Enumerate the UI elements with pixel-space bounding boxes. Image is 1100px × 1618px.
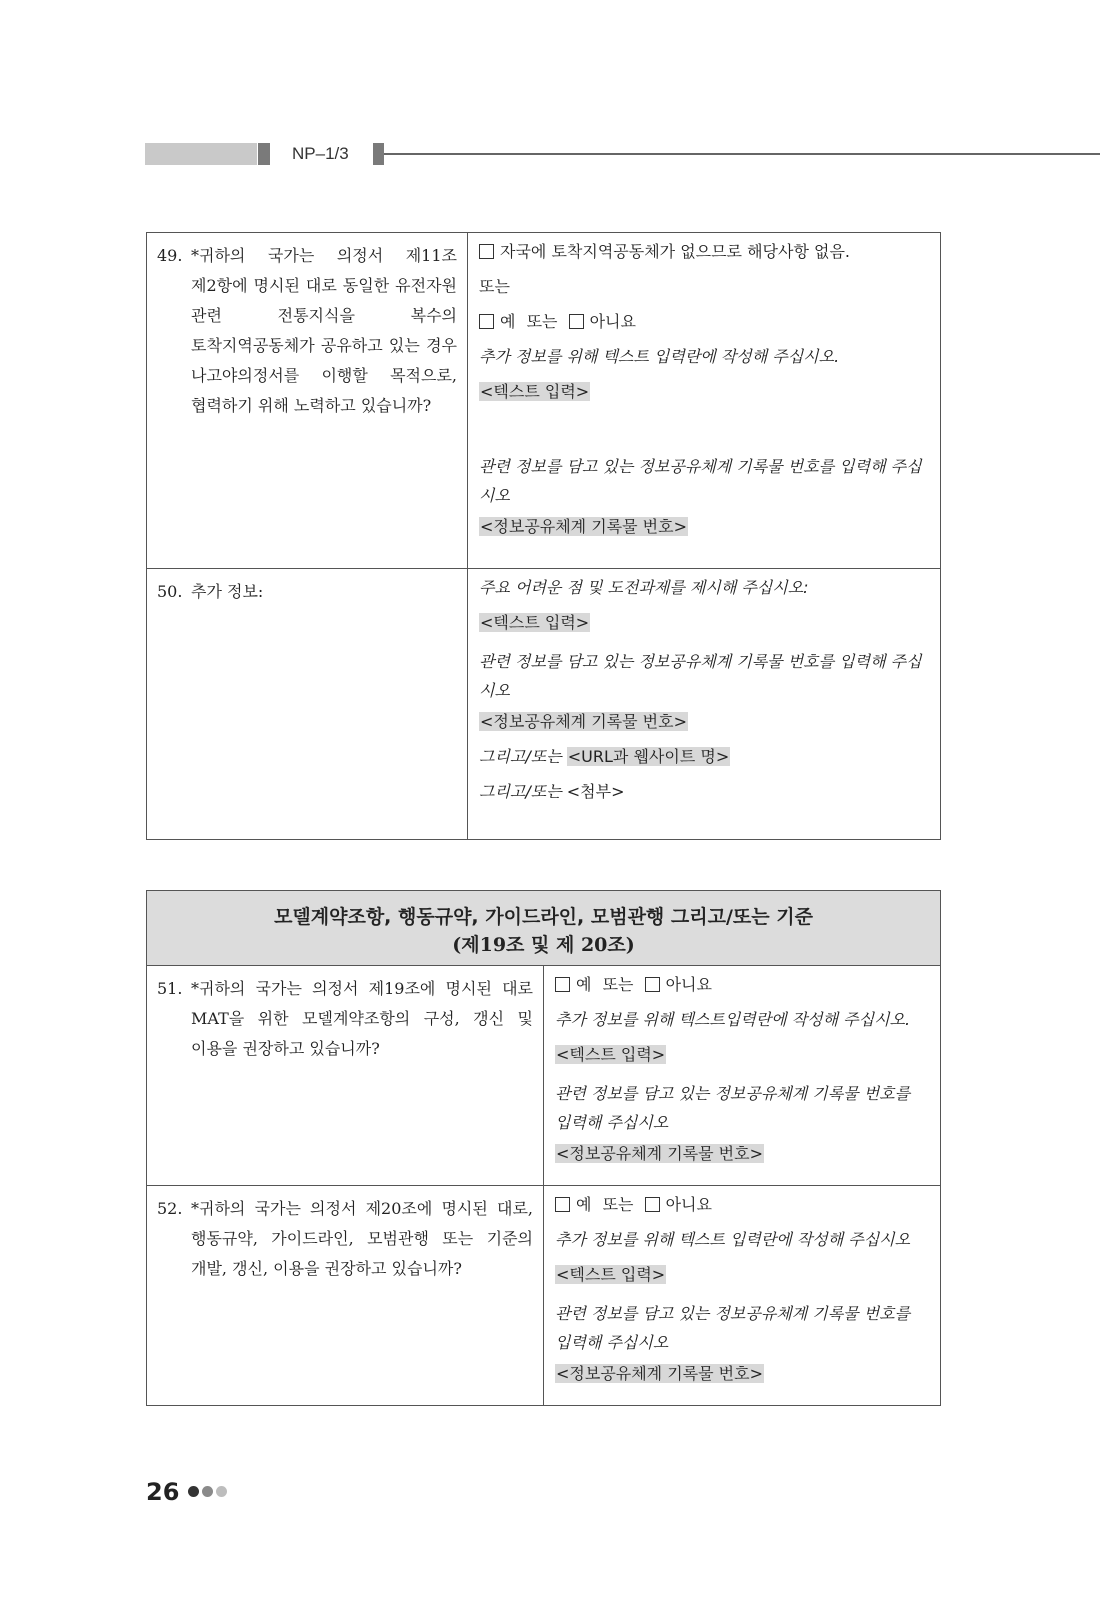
question-cell — [147, 569, 468, 840]
section-header-row — [147, 891, 941, 966]
page-number: 26 — [146, 1478, 180, 1506]
section-subtitle: (제19조 및 제 20조) — [452, 934, 635, 956]
instruction-text: 추가 정보를 위해 텍스트 입력란에 작성해 주십시오 — [555, 1230, 911, 1249]
question-number: 50. — [157, 582, 183, 601]
question-number: 52. — [157, 1199, 183, 1218]
question-row-51 — [147, 966, 941, 1186]
dot-icon — [188, 1486, 199, 1497]
answer-cell — [468, 233, 941, 569]
attachment-field[interactable]: <첨부> — [566, 782, 625, 801]
option-label: 자국에 토착지역공동체가 없으므로 해당사항 없음. — [500, 242, 851, 261]
checkbox-yes[interactable] — [479, 314, 494, 329]
text-input-field[interactable]: <텍스트 입력> — [556, 1045, 666, 1064]
instruction-text: 추가 정보를 위해 텍스트입력란에 작성해 주십시오. — [555, 1010, 911, 1029]
question-text: 추가 정보: — [191, 582, 264, 601]
answer-cell — [544, 1186, 941, 1406]
section-title: 모델계약조항, 행동규약, 가이드라인, 모범관행 그리고/또는 기준 — [274, 906, 813, 928]
text-input-field[interactable]: <텍스트 입력> — [556, 1265, 666, 1284]
question-row-52 — [147, 1186, 941, 1406]
or-text: 또는 — [526, 312, 558, 331]
section-header — [147, 891, 941, 966]
text-input-field[interactable]: <텍스트 입력> — [480, 382, 590, 401]
option-label: 예 — [576, 975, 592, 994]
questionnaire-table-1 — [146, 232, 941, 840]
checkbox-yes[interactable] — [555, 977, 570, 992]
questionnaire-table-2 — [146, 890, 941, 1406]
option-label: 아니요 — [589, 312, 636, 331]
or-text: 또는 — [602, 975, 634, 994]
instruction-text: 추가 정보를 위해 텍스트 입력란에 작성해 주십시오. — [479, 347, 840, 366]
question-row-49 — [147, 233, 941, 569]
question-text: *귀하의 국가는 의정서 제20조에 명시된 대로, 행동규약, 가이드라인, 모범관행 또는 기준의 개발, 갱신, 이용을 권장하고 있습니까? — [191, 1199, 533, 1278]
checkbox-no[interactable] — [645, 977, 660, 992]
instruction-text: 주요 어려운 점 및 도전과제를 제시해 주십시오: — [479, 578, 809, 597]
question-cell — [147, 233, 468, 569]
record-number-field[interactable]: <정보공유체계 기록물 번호> — [480, 517, 688, 536]
text-input-field[interactable]: <텍스트 입력> — [480, 613, 590, 632]
header-rule — [384, 153, 1100, 155]
question-text: *귀하의 국가는 의정서 제11조 제2항에 명시된 대로 동일한 유전자원 관련 전통지식을 복수의 토착지역공동체가 공유하고 있는 경우 나고야의정서를 이행할 목적으로, 협력하기 위해 노력하고 있습니까? — [191, 246, 457, 415]
question-number: 49. — [157, 246, 183, 265]
page-dots — [188, 1486, 227, 1497]
header-dark-block — [258, 143, 270, 165]
url-field[interactable]: <URL과 웹사이트 명> — [567, 747, 730, 766]
instruction-text: 관련 정보를 담고 있는 정보공유체계 기록물 번호를 입력해 주십시오 — [555, 1084, 911, 1132]
instruction-text: 관련 정보를 담고 있는 정보공유체계 기록물 번호를 입력해 주십시오 — [479, 652, 922, 700]
question-cell — [147, 1186, 544, 1406]
record-number-field[interactable]: <정보공유체계 기록물 번호> — [556, 1144, 764, 1163]
instruction-text: 관련 정보를 담고 있는 정보공유체계 기록물 번호를 입력해 주십시오 — [479, 457, 922, 505]
dot-icon — [216, 1486, 227, 1497]
record-number-field[interactable]: <정보공유체계 기록물 번호> — [480, 712, 688, 731]
dot-icon — [202, 1486, 213, 1497]
answer-cell — [544, 966, 941, 1186]
checkbox-not-applicable[interactable] — [479, 244, 494, 259]
or-text: 또는 — [602, 1195, 634, 1214]
andor-text: 그리고/또는 — [479, 782, 562, 801]
header-dark-block-right — [373, 143, 384, 165]
checkbox-no[interactable] — [645, 1197, 660, 1212]
question-text: *귀하의 국가는 의정서 제19조에 명시된 대로 MAT을 위한 모델계약조항의 구성, 갱신 및 이용을 권장하고 있습니까? — [191, 979, 533, 1058]
instruction-text: 관련 정보를 담고 있는 정보공유체계 기록물 번호를 입력해 주십시오 — [555, 1304, 911, 1352]
option-label: 예 — [576, 1195, 592, 1214]
header-gray-bar — [145, 143, 257, 165]
option-label: 아니요 — [665, 975, 712, 994]
andor-text: 그리고/또는 — [479, 747, 562, 766]
option-label: 아니요 — [665, 1195, 712, 1214]
answer-cell — [468, 569, 941, 840]
document-code: NP–1/3 — [292, 144, 349, 163]
option-label: 예 — [500, 312, 516, 331]
checkbox-yes[interactable] — [555, 1197, 570, 1212]
question-row-50 — [147, 569, 941, 840]
checkbox-no[interactable] — [569, 314, 584, 329]
record-number-field[interactable]: <정보공유체계 기록물 번호> — [556, 1364, 764, 1383]
question-cell — [147, 966, 544, 1186]
question-number: 51. — [157, 979, 183, 998]
or-text: 또는 — [479, 277, 510, 296]
